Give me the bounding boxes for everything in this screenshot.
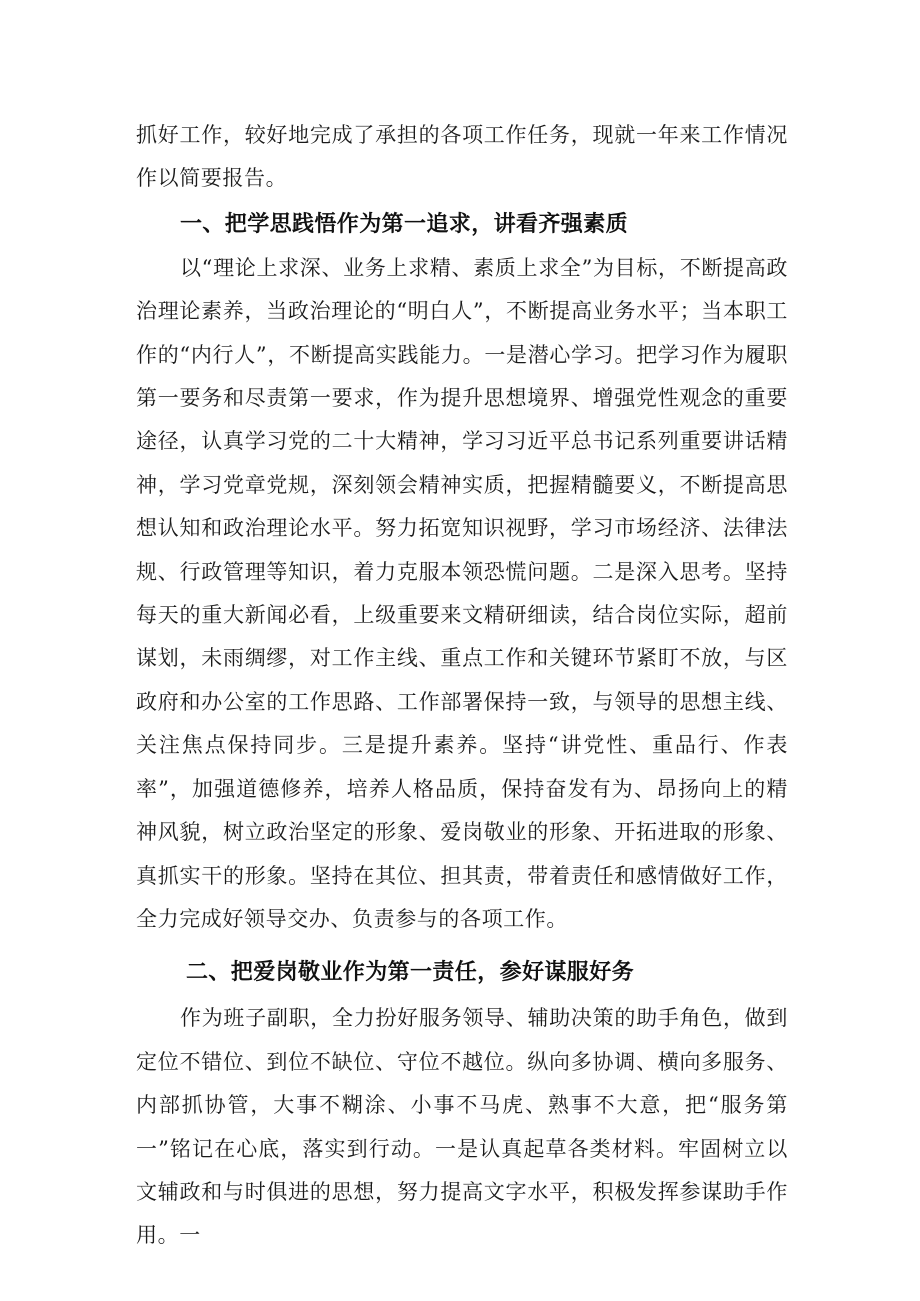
section-body-2: 作为班子副职，全力扮好服务领导、辅助决策的助手角色，做到定位不错位、到位不缺位、守位不越位。纵向多协调、横向多服务、内部抓协管，大事不糊涂、小事不马虎、熟事不大意，把“服务第一”铭记在心底，落实到行动。一是认真起草各类材料。牢固树立以文辅政和与时俱进的思想，努力提高文字水平，积极发挥参谋助手作用。一: [136, 1006, 788, 1248]
section-heading-1: 一、把学思践悟作为第一追求，讲看齐强素质: [180, 211, 629, 237]
document-body: [136, 114, 788, 1258]
section-body-1: 以“理论上求深、业务上求精、素质上求全”为目标，不断提高政治理论素养，当政治理论的“明白人”，不断提高业务水平；当本职工作的“内行人”，不断提高实践能力。一是潜心学习。把学习作为履职第一要务和尽责第一要求，作为提升思想境界、增强党性观念的重要途径，认真学习党的二十大精神，学习习近平总书记系列重要讲话精神，学习党章党规，深刻领会精神实质，把握精髓要义，不断提高思想认知和政治理论水平。努力拓宽知识视野，学习市场经济、法律法规、行政管理等知识，着力克服本领恐慌问题。二是深入思考。坚持每天的重大新闻必看，上级重要来文精研细读，结合岗位实际，超前谋划，未雨绸缪，对工作主线、重点工作和关键环节紧盯不放，与区政府和办公室的工作思路、工作部署保持一致，与领导的思想主线、关注焦点保持同步。三是提升素养。坚持“讲党性、重品行、作表率”，加强道德修养，培养人格品质，保持奋发有为、昂扬向上的精神风貌，树立政治坚定的形象、爱岗敬业的形象、开拓进取的形象、真抓实干的形象。坚持在其位、担其责，带着责任和感情做好工作，全力完成好领导交办、负责参与的各项工作。: [136, 255, 788, 931]
section-heading-2: 二、把爱岗敬业作为第一责任，参好谋服好务: [186, 960, 635, 986]
intro-paragraph: 抓好工作，较好地完成了承担的各项工作任务，现就一年来工作情况作以简要报告。: [136, 123, 788, 191]
